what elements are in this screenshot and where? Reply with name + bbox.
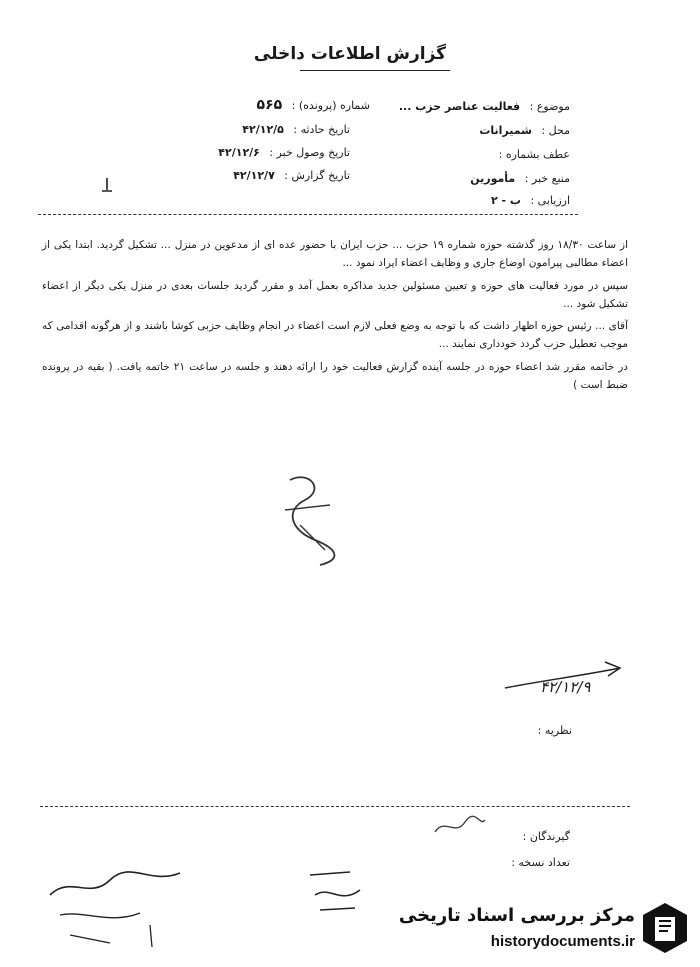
source-field	[470, 172, 570, 186]
received-date-label: تاریخ وصول خبر :	[269, 146, 350, 159]
opinion-label: نظریه :	[537, 724, 572, 737]
received-date-field	[218, 146, 350, 160]
subject-label: موضوع :	[529, 100, 570, 113]
watermark-title: مرکز بررسی اسناد تاریخی	[398, 905, 635, 926]
handwritten-signature-middle	[300, 860, 370, 920]
report-date-field	[233, 169, 350, 183]
evaluation-field	[491, 194, 570, 208]
handwritten-arrow	[500, 656, 630, 696]
body-paragraph: آقای ... رئیس حوزه اظهار داشت که با توجه به وضع فعلی لازم است اعضاء در انجام وظایف حزبی کوشا باشند و از هرگونه اقدامی که موجب تعطیل حزب گردد خودداری نمایند ...	[42, 320, 628, 351]
number-label: شماره (پرونده) :	[291, 99, 370, 112]
body-paragraph: از ساعت ۱۸/۳۰ روز گذشته حوزه شماره ۱۹ حزب ... حزب ایران با حضور عده ای از مدعوین در منزل ... تشکیل گردید. ابتدا یکی از اعضاء مطالبی پیرامون اوضاع جاری و وظایف اعضاء ایراد نمود ...	[42, 239, 628, 270]
watermark-url: historydocuments.ir	[490, 933, 635, 950]
subject-field	[399, 100, 570, 114]
body-paragraph: سپس در مورد فعالیت های حوزه و تعیین مسئولین جدید مذاکره بعمل آمد و مقرر گردید جلسات بعدی در منزل یکی دیگر از اعضاء تشکیل شود ...	[42, 279, 628, 310]
location-value: شمیرانات	[479, 124, 532, 137]
handwritten-date: ۴۲/۱۲/۹	[540, 678, 591, 696]
source-label: منبع خبر :	[524, 172, 570, 185]
report-date-label: تاریخ گزارش :	[284, 169, 350, 182]
number-value: ۵۶۵	[256, 97, 283, 113]
number-field	[257, 98, 370, 113]
opinion-divider	[40, 806, 630, 807]
event-date-value: ۴۲/۱۲/۵	[242, 123, 284, 136]
report-date-value: ۴۲/۱۲/۷	[233, 169, 275, 182]
file-number-label: عطف بشماره :	[498, 148, 570, 161]
location-field	[479, 124, 570, 138]
archive-watermark	[395, 895, 695, 961]
copies-label: تعداد نسخه :	[511, 856, 570, 869]
handwritten-signature-left	[40, 855, 200, 955]
event-date-label: تاریخ حادثه :	[293, 123, 350, 136]
evaluation-label: ارزیابی :	[530, 194, 570, 207]
archive-logo-icon	[641, 901, 689, 955]
event-date-field	[242, 123, 350, 137]
handwritten-mark	[100, 176, 114, 194]
file-number-field	[499, 148, 570, 162]
header-divider	[38, 214, 578, 215]
handwritten-scribble	[270, 470, 350, 570]
source-value: مأمورین	[470, 172, 516, 185]
received-date-value: ۴۲/۱۲/۶	[218, 146, 260, 159]
report-body	[42, 236, 628, 398]
subject-value: فعالیت عناصر حزب ...	[398, 100, 521, 113]
document-title: گزارش اطلاعات داخلی	[253, 44, 447, 64]
location-label: محل :	[541, 124, 570, 137]
title-underline	[300, 70, 450, 71]
recipients-label: گیرندگان :	[522, 830, 570, 843]
evaluation-value: ب - ۲	[490, 194, 521, 207]
handwritten-initials	[430, 812, 490, 842]
body-paragraph: در خاتمه مقرر شد اعضاء حوزه در جلسه آینده گزارش فعالیت خود را ارائه دهند و جلسه در ساعت ۲۱ خاتمه یافت. ( بقیه در پرونده ضبط است )	[42, 360, 628, 392]
